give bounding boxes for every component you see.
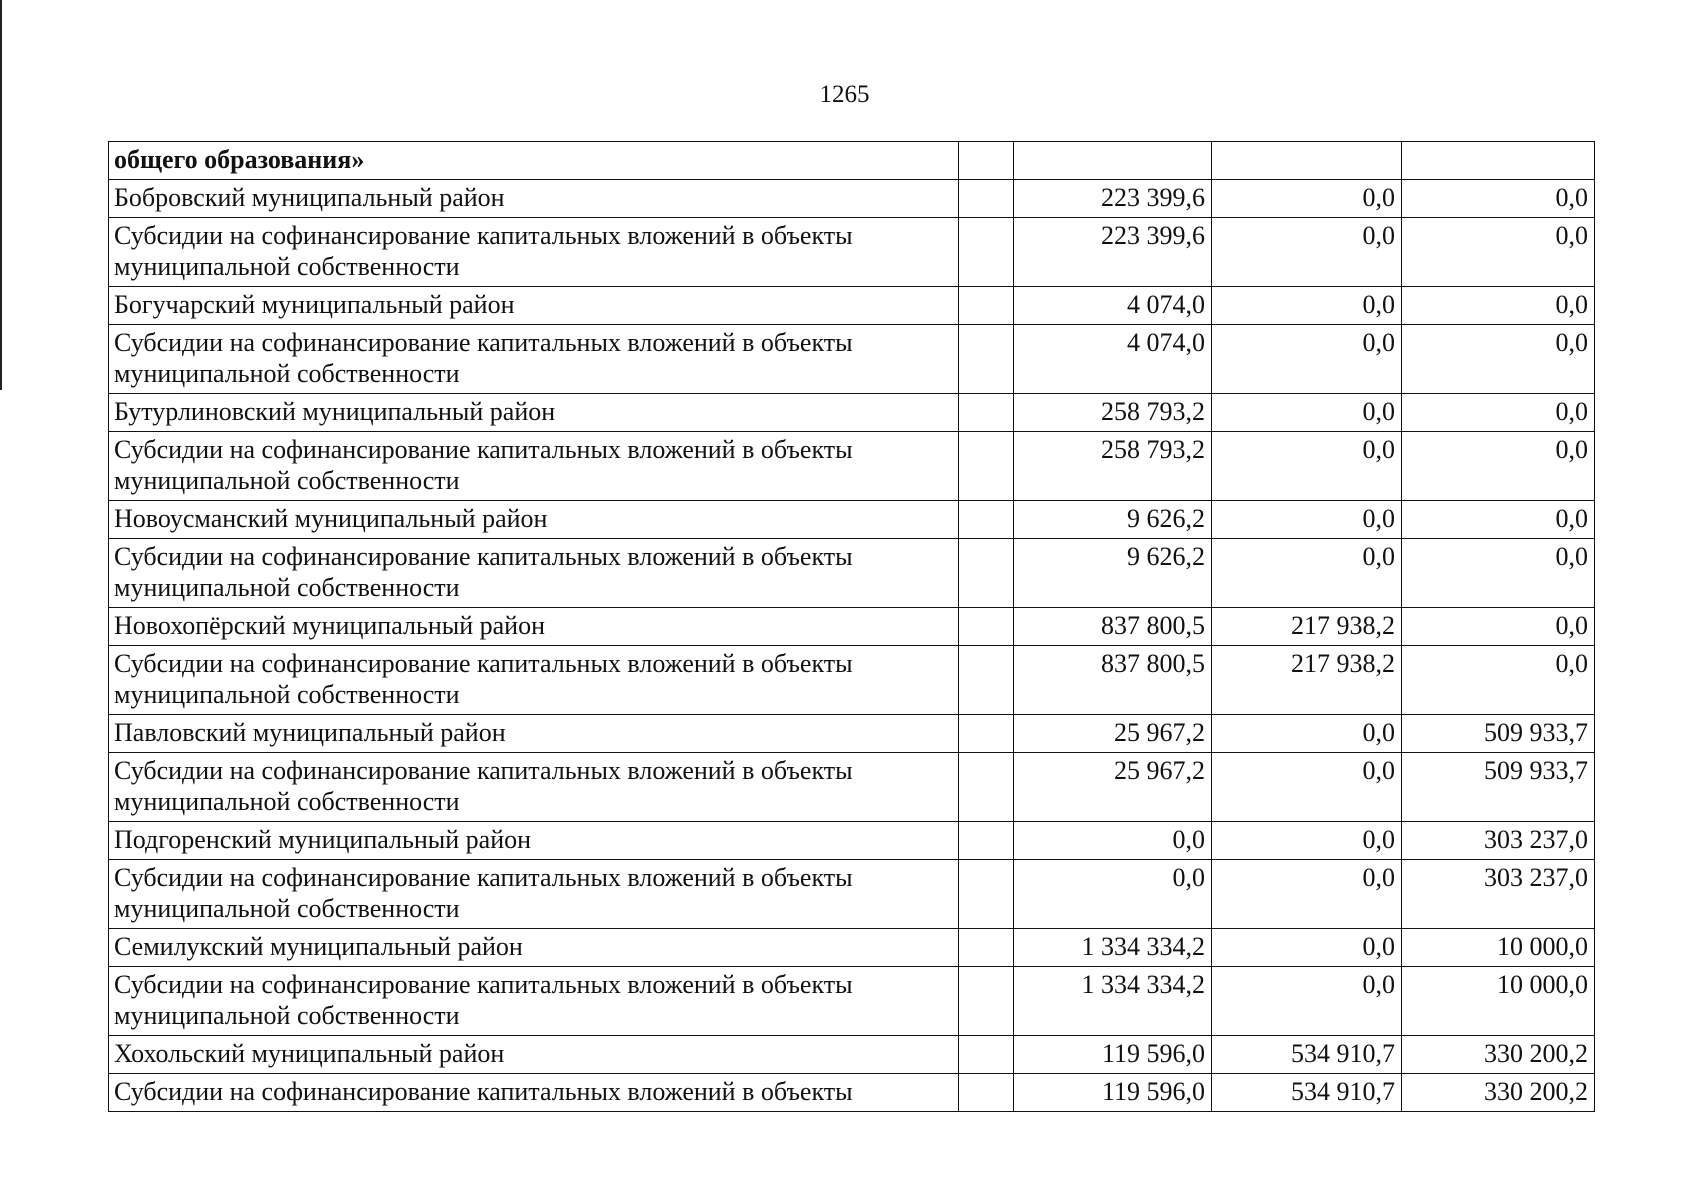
row-value-v3: 0,0: [1402, 325, 1595, 394]
table-row: [109, 929, 1595, 967]
row-value-v1: 258 793,2: [1014, 432, 1212, 501]
table-row: [109, 394, 1595, 432]
row-value-v2: 534 910,7: [1212, 1036, 1402, 1074]
row-value-v3: 0,0: [1402, 608, 1595, 646]
row-name: Субсидии на софинансирование капитальных вложений в объекты муниципальной собственности: [109, 860, 959, 929]
row-name: Субсидии на софинансирование капитальных вложений в объекты муниципальной собственности: [109, 325, 959, 394]
row-value-v3: 303 237,0: [1402, 860, 1595, 929]
table-row: [109, 753, 1595, 822]
row-name: Новохопёрский муниципальный район: [109, 608, 959, 646]
row-name: Павловский муниципальный район: [109, 715, 959, 753]
row-value-v2: 0,0: [1212, 967, 1402, 1036]
page-number: 1265: [819, 81, 870, 108]
table-cell-empty: [959, 501, 1014, 539]
row-value-v3: 0,0: [1402, 218, 1595, 287]
table-cell-empty: [959, 1036, 1014, 1074]
table-row: [109, 325, 1595, 394]
table-row: [109, 501, 1595, 539]
row-value-v3: 0,0: [1402, 646, 1595, 715]
table-cell-empty: [959, 142, 1014, 180]
row-value-v2: 0,0: [1212, 860, 1402, 929]
row-value-v3: 509 933,7: [1402, 753, 1595, 822]
row-value-v2: 0,0: [1212, 539, 1402, 608]
row-name: Бутурлиновский муниципальный район: [109, 394, 959, 432]
row-value-v3: 10 000,0: [1402, 967, 1595, 1036]
table-cell-empty: [959, 860, 1014, 929]
row-value-v3: 330 200,2: [1402, 1036, 1595, 1074]
row-value-v1: 9 626,2: [1014, 539, 1212, 608]
table-cell-empty: [959, 646, 1014, 715]
table-cell-empty: [959, 218, 1014, 287]
row-value-v2: 0,0: [1212, 325, 1402, 394]
row-name: Бобровский муниципальный район: [109, 180, 959, 218]
row-value-v1: 25 967,2: [1014, 753, 1212, 822]
table-cell-empty: [959, 753, 1014, 822]
row-value-v2: 0,0: [1212, 218, 1402, 287]
row-value-v1: 1 334 334,2: [1014, 967, 1212, 1036]
table-row: [109, 646, 1595, 715]
table-row: [109, 539, 1595, 608]
table-header-text: общего образования»: [109, 142, 959, 180]
row-name: Семилукский муниципальный район: [109, 929, 959, 967]
row-value-v1: 119 596,0: [1014, 1036, 1212, 1074]
row-value-v1: 119 596,0: [1014, 1074, 1212, 1112]
table-cell-empty: [1402, 142, 1595, 180]
row-name: Субсидии на софинансирование капитальных вложений в объекты муниципальной собственности: [109, 646, 959, 715]
row-value-v2: 0,0: [1212, 929, 1402, 967]
row-name: Субсидии на софинансирование капитальных вложений в объекты муниципальной собственности: [109, 539, 959, 608]
row-value-v2: 0,0: [1212, 822, 1402, 860]
row-value-v2: 217 938,2: [1212, 646, 1402, 715]
row-name: Субсидии на софинансирование капитальных вложений в объекты муниципальной собственности: [109, 432, 959, 501]
row-value-v2: 534 910,7: [1212, 1074, 1402, 1112]
table-row: [109, 432, 1595, 501]
table-cell-empty: [959, 432, 1014, 501]
table-row: [109, 180, 1595, 218]
table-row: [109, 822, 1595, 860]
row-value-v3: 303 237,0: [1402, 822, 1595, 860]
table-cell-empty: [959, 608, 1014, 646]
row-value-v3: 10 000,0: [1402, 929, 1595, 967]
row-value-v3: 0,0: [1402, 539, 1595, 608]
row-value-v1: 223 399,6: [1014, 218, 1212, 287]
row-value-v1: 258 793,2: [1014, 394, 1212, 432]
row-value-v1: 837 800,5: [1014, 608, 1212, 646]
table-row: [109, 1074, 1595, 1112]
row-value-v1: 4 074,0: [1014, 287, 1212, 325]
table-row: [109, 1036, 1595, 1074]
row-value-v3: 0,0: [1402, 180, 1595, 218]
row-name: Хохольский муниципальный район: [109, 1036, 959, 1074]
row-value-v1: 0,0: [1014, 822, 1212, 860]
table-cell-empty: [959, 287, 1014, 325]
row-value-v1: 223 399,6: [1014, 180, 1212, 218]
table-row: [109, 218, 1595, 287]
row-name: Субсидии на софинансирование капитальных вложений в объекты муниципальной собственности: [109, 753, 959, 822]
table-cell-empty: [959, 394, 1014, 432]
row-value-v3: 0,0: [1402, 432, 1595, 501]
row-value-v1: 4 074,0: [1014, 325, 1212, 394]
row-value-v1: 0,0: [1014, 860, 1212, 929]
row-value-v2: 0,0: [1212, 287, 1402, 325]
row-name: Подгоренский муниципальный район: [109, 822, 959, 860]
row-value-v3: 0,0: [1402, 501, 1595, 539]
table-cell-empty: [1212, 142, 1402, 180]
table-row: [109, 860, 1595, 929]
table-cell-empty: [959, 1074, 1014, 1112]
table-cell-empty: [959, 822, 1014, 860]
row-value-v2: 0,0: [1212, 394, 1402, 432]
row-name: Субсидии на софинансирование капитальных вложений в объекты муниципальной собственности: [109, 967, 959, 1036]
table-cell-empty: [1014, 142, 1212, 180]
row-value-v3: 0,0: [1402, 287, 1595, 325]
table-row: [109, 715, 1595, 753]
row-value-v2: 0,0: [1212, 501, 1402, 539]
budget-table-body: [109, 142, 1595, 1112]
table-header-row: [109, 142, 1595, 180]
row-value-v2: 0,0: [1212, 715, 1402, 753]
row-name: Субсидии на софинансирование капитальных вложений в объекты муниципальной собственности: [109, 218, 959, 287]
row-value-v3: 330 200,2: [1402, 1074, 1595, 1112]
row-name: Новоусманский муниципальный район: [109, 501, 959, 539]
row-value-v2: 0,0: [1212, 432, 1402, 501]
page-edge-line: [0, 0, 2, 390]
table-cell-empty: [959, 539, 1014, 608]
row-value-v2: 217 938,2: [1212, 608, 1402, 646]
table-row: [109, 608, 1595, 646]
table-cell-empty: [959, 967, 1014, 1036]
row-name: Субсидии на софинансирование капитальных вложений в объекты: [109, 1074, 959, 1112]
table-cell-empty: [959, 325, 1014, 394]
table-row: [109, 967, 1595, 1036]
table-cell-empty: [959, 929, 1014, 967]
table-row: [109, 287, 1595, 325]
table-cell-empty: [959, 715, 1014, 753]
row-value-v3: 0,0: [1402, 394, 1595, 432]
row-value-v2: 0,0: [1212, 753, 1402, 822]
budget-table: [108, 141, 1595, 1112]
row-value-v1: 25 967,2: [1014, 715, 1212, 753]
table-cell-empty: [959, 180, 1014, 218]
row-value-v1: 9 626,2: [1014, 501, 1212, 539]
row-name: Богучарский муниципальный район: [109, 287, 959, 325]
row-value-v3: 509 933,7: [1402, 715, 1595, 753]
row-value-v1: 1 334 334,2: [1014, 929, 1212, 967]
row-value-v2: 0,0: [1212, 180, 1402, 218]
row-value-v1: 837 800,5: [1014, 646, 1212, 715]
